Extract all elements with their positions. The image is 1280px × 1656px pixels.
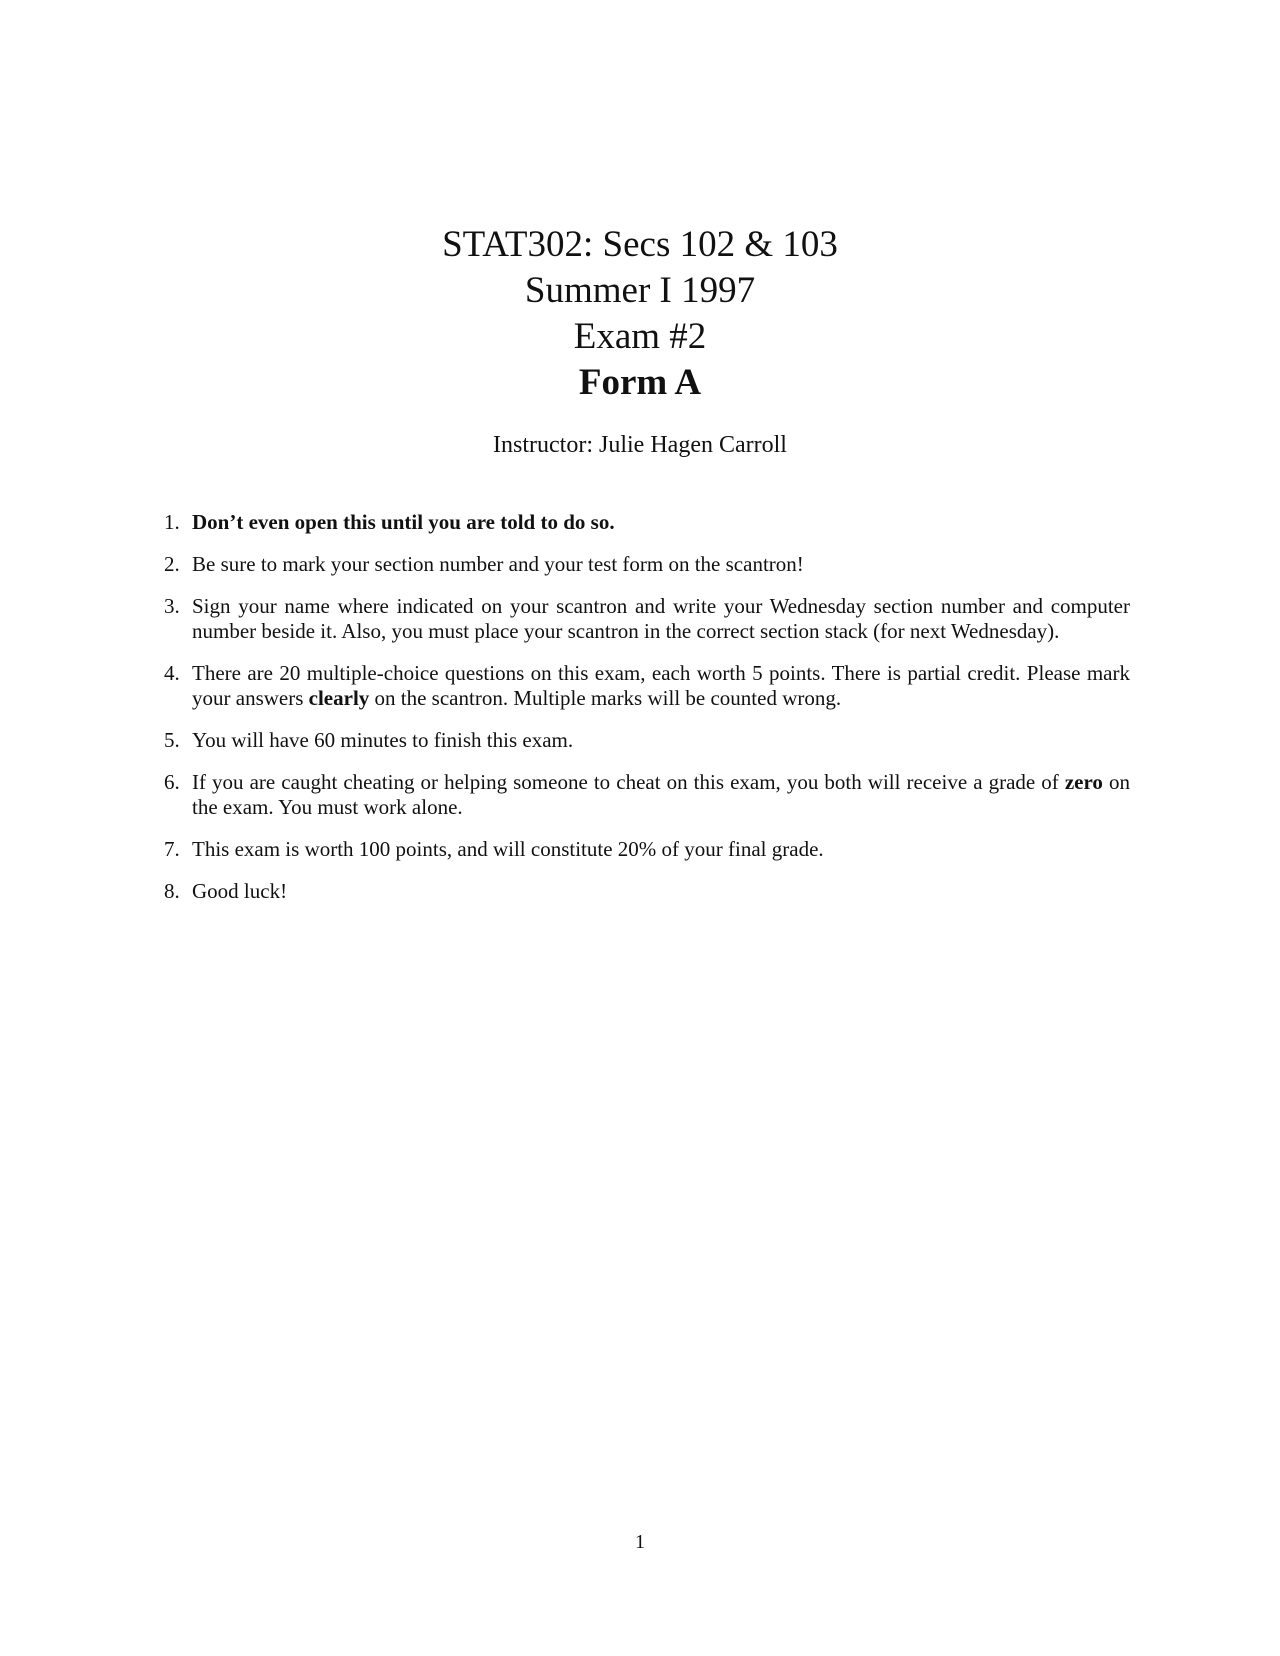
instruction-emphasis: zero (1064, 770, 1103, 794)
instruction-item (160, 728, 1130, 753)
instruction-number: 1. (164, 510, 180, 534)
instruction-item (160, 770, 1130, 820)
title-block (0, 222, 1280, 406)
instructions-list (160, 510, 1130, 921)
instruction-text: You will have 60 minutes to finish this exam. (192, 728, 574, 752)
instruction-emphasis: clearly (308, 686, 370, 710)
instruction-text: Sign your name where indicated on your scantron and write your Wednesday section number and computer number beside it. Also, you must place your scantron in the correct section stack (for next Wednesday). (192, 594, 1130, 643)
form-title: Form A (578, 362, 702, 403)
course-title: STAT302: Secs 102 & 103 (442, 224, 838, 265)
instruction-text-bold: Don’t even open this until you are told to do so. (192, 510, 615, 534)
instruction-text: on the scantron. Multiple marks will be counted wrong. (369, 686, 842, 710)
instruction-item (160, 661, 1130, 711)
instruction-text: Good luck! (192, 879, 288, 903)
instruction-text: If you are caught cheating or helping someone to cheat on this exam, you both will receive a grade of (192, 770, 1065, 794)
instruction-item (160, 510, 1130, 535)
instruction-number: 7. (164, 837, 180, 861)
instruction-item (160, 552, 1130, 577)
page-number: 1 (635, 1531, 645, 1553)
instruction-text: on the exam. You must work alone. (192, 770, 1130, 819)
term-title: Summer I 1997 (524, 270, 756, 311)
instruction-text: Be sure to mark your section number and your test form on the scantron! (192, 552, 804, 576)
instruction-number: 8. (164, 879, 180, 903)
instruction-item (160, 879, 1130, 904)
instruction-number: 2. (164, 552, 180, 576)
instruction-item (160, 594, 1130, 644)
instructor-line: Instructor: Julie Hagen Carroll (493, 432, 787, 458)
exam-title: Exam #2 (573, 316, 707, 357)
instruction-item (160, 837, 1130, 862)
instruction-text: There are 20 multiple-choice questions on this exam, each worth 5 points. There is partial credit. Please mark your answers (192, 661, 1130, 710)
instruction-text: This exam is worth 100 points, and will constitute 20% of your final grade. (192, 837, 824, 861)
instruction-number: 6. (164, 770, 180, 794)
instruction-number: 3. (164, 594, 180, 618)
instruction-number: 5. (164, 728, 180, 752)
instruction-number: 4. (164, 661, 180, 685)
